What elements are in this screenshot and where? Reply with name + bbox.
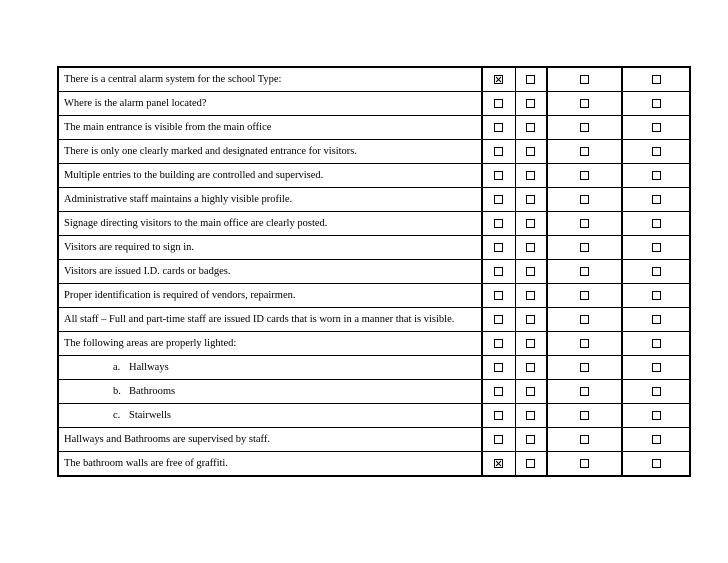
checkbox-cell (515, 332, 547, 356)
checkbox-cell (547, 140, 622, 164)
checkbox-cell (547, 260, 622, 284)
checkbox-cell (515, 380, 547, 404)
checklist-item-label: There is a central alarm system for the school Type: (64, 74, 282, 85)
checkbox[interactable] (494, 123, 503, 132)
checkbox[interactable] (494, 363, 503, 372)
checkbox[interactable] (526, 291, 535, 300)
security-checklist-table (57, 66, 691, 477)
checkbox[interactable] (580, 243, 589, 252)
checkbox-cell (482, 284, 515, 308)
checkbox-cell (622, 284, 690, 308)
checked-checkbox[interactable] (494, 459, 503, 468)
checklist-row (58, 260, 690, 284)
checkbox-cell (547, 67, 622, 92)
checklist-row (58, 380, 690, 404)
checkbox[interactable] (580, 219, 589, 228)
checkbox[interactable] (494, 387, 503, 396)
checklist-row (58, 356, 690, 380)
checkbox-cell (515, 356, 547, 380)
checkbox[interactable] (526, 435, 535, 444)
checkbox-cell (515, 404, 547, 428)
checkbox[interactable] (652, 171, 661, 180)
checkbox-cell (547, 356, 622, 380)
checkbox-cell (547, 332, 622, 356)
checkbox-cell (515, 428, 547, 452)
checkbox-cell (515, 284, 547, 308)
checkbox[interactable] (580, 147, 589, 156)
checklist-item-label: Visitors are required to sign in. (64, 242, 195, 253)
checkbox-cell (482, 164, 515, 188)
checkbox-cell (482, 452, 515, 477)
checkbox-cell (515, 67, 547, 92)
checkbox-cell (547, 212, 622, 236)
checklist-row (58, 284, 690, 308)
checkbox-cell (482, 308, 515, 332)
checkbox-cell (547, 92, 622, 116)
checklist-item-label: The following areas are properly lighted: (64, 338, 237, 349)
checkbox-cell (622, 236, 690, 260)
checkbox[interactable] (652, 435, 661, 444)
checklist-row (58, 404, 690, 428)
checkbox-cell (547, 164, 622, 188)
checkbox-cell (547, 188, 622, 212)
checkbox-cell (547, 236, 622, 260)
checked-checkbox[interactable] (494, 75, 503, 84)
checkbox[interactable] (652, 339, 661, 348)
checklist-item-label: Visitors are issued I.D. cards or badges. (64, 266, 231, 277)
checkbox[interactable] (526, 99, 535, 108)
checklist-row (58, 92, 690, 116)
checkbox-cell (622, 212, 690, 236)
checkbox[interactable] (580, 411, 589, 420)
checklist-item-label: Where is the alarm panel located? (64, 98, 207, 109)
checkbox-cell (515, 92, 547, 116)
checkbox-cell (515, 452, 547, 477)
checkbox[interactable] (652, 459, 661, 468)
checklist-item-text (58, 404, 482, 428)
checkbox-cell (515, 164, 547, 188)
checkbox[interactable] (580, 339, 589, 348)
checklist-row (58, 164, 690, 188)
checklist-item-label: Bathrooms (129, 386, 176, 397)
checkbox[interactable] (652, 363, 661, 372)
checkbox-cell (622, 380, 690, 404)
checkbox[interactable] (526, 147, 535, 156)
checkbox[interactable] (526, 315, 535, 324)
checkbox[interactable] (526, 243, 535, 252)
checklist-row (58, 212, 690, 236)
checkbox-cell (482, 116, 515, 140)
checkbox-cell (547, 428, 622, 452)
checkbox[interactable] (526, 363, 535, 372)
checklist-item-label: Administrative staff maintains a highly visible profile. (64, 194, 293, 205)
checklist-item-label: Signage directing visitors to the main office are clearly posted. (64, 218, 328, 229)
checkbox-cell (547, 404, 622, 428)
checkbox[interactable] (494, 99, 503, 108)
checklist-item-text (58, 284, 482, 308)
checklist-row (58, 188, 690, 212)
checklist-item-text (58, 332, 482, 356)
checklist-item-text (58, 116, 482, 140)
checkbox[interactable] (580, 315, 589, 324)
checkbox[interactable] (494, 171, 503, 180)
checkbox-cell (482, 260, 515, 284)
checkbox-cell (515, 212, 547, 236)
checklist-item-text (58, 380, 482, 404)
checkbox-cell (482, 92, 515, 116)
checklist-item-label: Proper identification is required of vendors, repairmen. (64, 290, 296, 301)
checkbox[interactable] (494, 291, 503, 300)
checklist-row (58, 67, 690, 92)
checkbox[interactable] (580, 75, 589, 84)
checkbox-cell (622, 67, 690, 92)
checkbox[interactable] (494, 435, 503, 444)
checkbox-cell (515, 188, 547, 212)
checkbox[interactable] (580, 99, 589, 108)
sub-item-letter: c. (113, 410, 121, 421)
checkbox[interactable] (652, 147, 661, 156)
checkbox[interactable] (526, 387, 535, 396)
checkbox[interactable] (580, 435, 589, 444)
checkbox[interactable] (580, 195, 589, 204)
checklist-body (58, 67, 690, 476)
checkbox[interactable] (526, 219, 535, 228)
checklist-row (58, 116, 690, 140)
checklist-item-label: Stairwells (129, 410, 171, 421)
checkbox-cell (482, 188, 515, 212)
checkbox-cell (515, 308, 547, 332)
checkbox-cell (482, 236, 515, 260)
checkbox[interactable] (526, 339, 535, 348)
checkbox-cell (547, 452, 622, 477)
checkbox[interactable] (494, 267, 503, 276)
checkbox[interactable] (580, 291, 589, 300)
checkbox-cell (622, 404, 690, 428)
checkbox[interactable] (494, 315, 503, 324)
checklist-item-text (58, 452, 482, 477)
checkbox-cell (622, 356, 690, 380)
checkbox[interactable] (580, 123, 589, 132)
checklist-row (58, 428, 690, 452)
checkbox-cell (622, 164, 690, 188)
checkbox[interactable] (494, 411, 503, 420)
checkbox[interactable] (526, 123, 535, 132)
sub-item-letter: a. (113, 362, 121, 373)
checklist-item-label: The bathroom walls are free of graffiti. (64, 458, 228, 469)
checklist-item-text (58, 212, 482, 236)
checklist-row (58, 332, 690, 356)
checkbox[interactable] (652, 99, 661, 108)
checkbox[interactable] (494, 147, 503, 156)
checkbox-cell (547, 380, 622, 404)
checklist-row (58, 308, 690, 332)
checkbox-cell (482, 67, 515, 92)
checkbox-cell (482, 380, 515, 404)
checkbox-cell (515, 236, 547, 260)
checklist-item-text (58, 428, 482, 452)
checkbox-cell (547, 284, 622, 308)
checkbox-cell (482, 332, 515, 356)
checkbox[interactable] (652, 75, 661, 84)
checklist-item-label: All staff – Full and part-time staff are issued ID cards that is worn in a manner that is visible. (64, 314, 455, 325)
checkbox-cell (515, 140, 547, 164)
checkbox[interactable] (526, 75, 535, 84)
checklist-row (58, 452, 690, 477)
checkbox[interactable] (652, 411, 661, 420)
checkbox-cell (622, 332, 690, 356)
checkbox[interactable] (526, 171, 535, 180)
checkbox[interactable] (580, 459, 589, 468)
checklist-item-text (58, 188, 482, 212)
checkbox[interactable] (580, 363, 589, 372)
checklist-item-label: Multiple entries to the building are controlled and supervised. (64, 170, 324, 181)
checklist-item-label: Hallways (129, 362, 169, 373)
checklist-item-text (58, 356, 482, 380)
checklist-item-label: Hallways and Bathrooms are supervised by staff. (64, 434, 270, 445)
checkbox-cell (622, 116, 690, 140)
checkbox[interactable] (526, 267, 535, 276)
checklist-item-label: The main entrance is visible from the main office (64, 122, 272, 133)
checkbox-cell (547, 116, 622, 140)
checkbox-cell (547, 308, 622, 332)
checklist-item-text (58, 260, 482, 284)
checkbox[interactable] (526, 459, 535, 468)
checkbox[interactable] (526, 411, 535, 420)
checkbox[interactable] (652, 123, 661, 132)
checklist-item-text (58, 140, 482, 164)
checklist-item-label: There is only one clearly marked and designated entrance for visitors. (64, 146, 358, 157)
checkbox[interactable] (580, 267, 589, 276)
checklist-row (58, 140, 690, 164)
checkbox-cell (622, 188, 690, 212)
checkbox-cell (482, 404, 515, 428)
checkbox-cell (622, 140, 690, 164)
checkbox[interactable] (526, 195, 535, 204)
checkbox[interactable] (652, 195, 661, 204)
checkbox[interactable] (580, 171, 589, 180)
checklist-item-text (58, 67, 482, 92)
checkbox[interactable] (652, 291, 661, 300)
checkbox-cell (482, 212, 515, 236)
checkbox-cell (622, 260, 690, 284)
checkbox-cell (622, 92, 690, 116)
checkbox[interactable] (494, 339, 503, 348)
checkbox[interactable] (494, 243, 503, 252)
checkbox-cell (482, 356, 515, 380)
checkbox[interactable] (494, 219, 503, 228)
checkbox[interactable] (652, 243, 661, 252)
checkbox[interactable] (652, 387, 661, 396)
checkbox[interactable] (652, 315, 661, 324)
sub-item-letter: b. (113, 386, 121, 397)
checkbox-cell (515, 116, 547, 140)
checkbox-cell (482, 428, 515, 452)
checkbox[interactable] (494, 195, 503, 204)
checkbox[interactable] (652, 267, 661, 276)
checklist-item-text (58, 164, 482, 188)
checkbox[interactable] (652, 219, 661, 228)
checklist-item-text (58, 236, 482, 260)
checklist-row (58, 236, 690, 260)
checkbox-cell (622, 428, 690, 452)
checkbox-cell (482, 140, 515, 164)
checkbox-cell (515, 260, 547, 284)
checklist-item-text (58, 308, 482, 332)
checkbox-cell (622, 308, 690, 332)
checkbox[interactable] (580, 387, 589, 396)
checklist-item-text (58, 92, 482, 116)
checkbox-cell (622, 452, 690, 477)
